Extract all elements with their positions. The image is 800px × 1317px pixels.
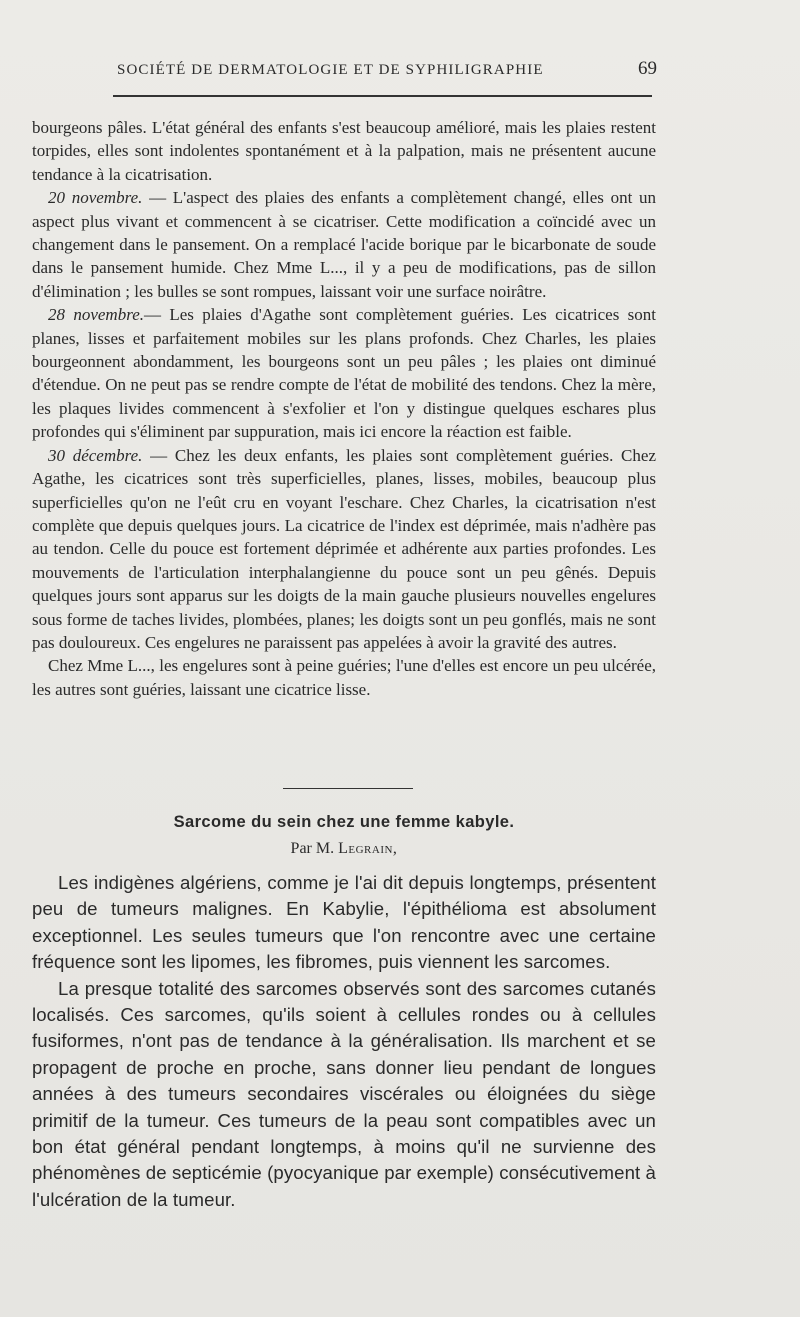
paragraph [32,444,656,655]
article-text [32,870,656,1213]
paragraph [32,116,656,186]
paragraph [32,654,656,701]
paragraph: Les indigènes algériens, comme je l'ai dit depuis longtemps, présentent peu de tumeurs malignes. En Kabylie, l'épithélioma est absolument exceptionnel. Les seules tumeurs que l'on rencontre avec une certaine fréquence sont les lipomes, les fibromes, puis viennent les sarcomes. [32,872,656,973]
author-prefix: Par M. [290,840,339,857]
paragraph [32,303,656,443]
paragraph [32,186,656,303]
paragraph-text: — L'aspect des plaies des enfants a complètement changé, elles ont un aspect plus vivant et commencent à se cicatriser. Cette modification a coïncidé avec un changement dans le pansement. On a remplacé l'acide borique par le bicarbonate de soude dans le pansement humide. Chez Mme L..., il y a peu de modifications, pas de sillon d'élimination ; les bulles se sont rompues, laissant voir une surface noirâtre. [32,188,657,301]
running-header [117,58,657,80]
header-title: SOCIÉTÉ DE DERMATOLOGIE ET DE SYPHILIGRAPHIE [117,62,544,78]
paragraph-text: — Les plaies d'Agathe sont complètement guéries. Les cicatrices sont planes, lisses et parfaitement mobiles sur les plans profonds. Chez Charles, les plaies bourgeonnent abondamment, les bourgeons sont un peu pâles ; les plaies ont diminué d'étendue. On ne peut pas se rendre compte de l'état de mobilité des tendons. Chez la mère, les plaques livides commencent à s'exfolier et l'on y distingue quelques eschares plus profondes qui s'éliminent par suppuration, mais ici encore la réaction est faible. [32,305,656,442]
article-author [32,840,656,858]
date-label: 20 novembre. [48,188,143,208]
paragraph-text: bourgeons pâles. L'état général des enfants s'est beaucoup amélioré, mais les plaies restent torpides, elles sont indolentes spontanément et à la palpation, mais ne présentent aucune tendance à la cicatrisation. [32,118,656,184]
section-separator [283,788,413,789]
header-rule [113,95,652,97]
date-label: 28 novembre. [48,305,144,325]
page-number: 69 [638,58,657,79]
date-label: 30 décembre. [48,445,143,465]
paragraph: La presque totalité des sarcomes observés sont des sarcomes cutanés localisés. Ces sarcomes, qu'ils soient à cellules rondes ou à cellules fusiformes, n'ont pas de tendance à la généralisation. Ils marchent et se propagent de proche en proche, sans donner lieu pendant de longues années à des tumeurs secondaires viscérales ou éloignées du siège primitif de la tumeur. Ces tumeurs de la peau sont compatibles avec un bon état général pendant longtemps, à moins qu'il ne survienne des phénomènes de septicémie (pyocyanique par exemple) consécutivement à l'ulcération de la tumeur. [32,977,656,1210]
author-name: Legrain, [338,840,398,857]
case-report-text [32,116,656,701]
paragraph-text: — Chez les deux enfants, les plaies sont complètement guéries. Chez Agathe, les cicatrices sont très superficielles, planes, lisses, mobiles, beaucoup plus superficielles qu'on ne l'eût cru en voyant l'eschare. Chez Charles, la cicatrisation n'est complète que depuis quelques jours. La cicatrice de l'index est déprimée, mais n'adhère pas au tendon. Celle du pouce est fortement déprimée et adhérente aux parties profondes. Les mouvements de l'articulation interphalangienne du pouce sont un peu gênés. Depuis quelques jours sont apparus sur les doigts de la main gauche plusieurs nouvelles engelures sous forme de taches livides, plombées, planes; les doigts sont un peu gonflés, mais ne sont pas douloureux. Ces engelures ne paraissent pas appelées à avoir la gravité des autres. [32,445,656,652]
article-title: Sarcome du sein chez une femme kabyle. [173,813,515,831]
paragraph-text: Chez Mme L..., les engelures sont à peine guéries; l'une d'elles est encore un peu ulcérée, les autres sont guéries, laissant une cicatrice lisse. [32,656,656,699]
